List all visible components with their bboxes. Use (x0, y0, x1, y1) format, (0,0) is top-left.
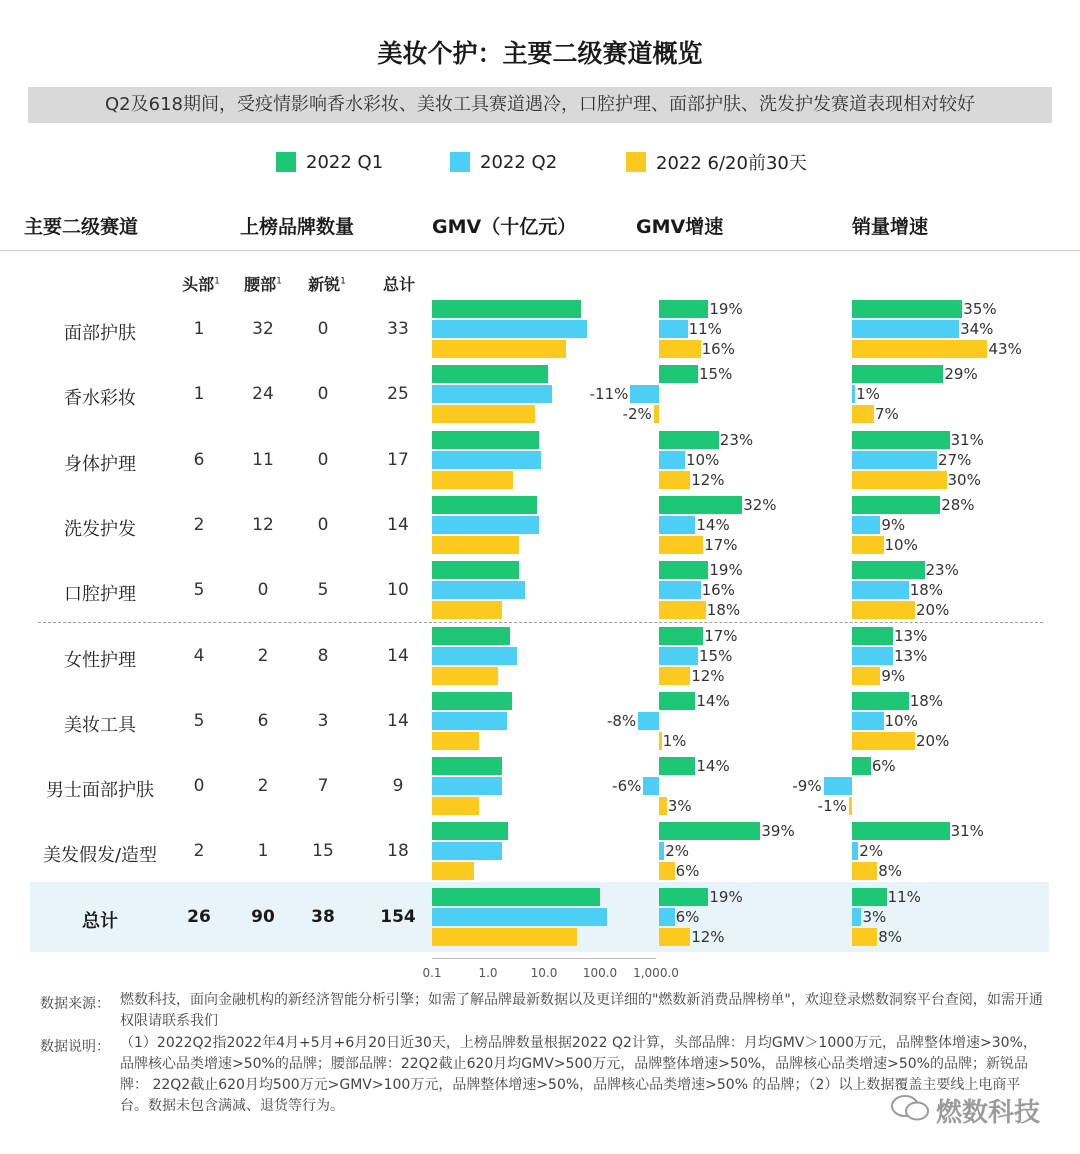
volume-growth-bar-618 (849, 797, 852, 815)
gmv-growth-bar-q2 (638, 712, 659, 730)
count-new: 5 (317, 580, 329, 601)
gmv-growth-label-618: 16% (701, 340, 735, 358)
gmv-bar-q2 (432, 908, 607, 926)
gmv-growth-bar-618 (654, 405, 659, 423)
count-waist: 0 (257, 580, 269, 601)
gmv-bar-618 (432, 732, 479, 750)
count-waist: 6 (257, 710, 269, 731)
count-head: 6 (193, 449, 205, 470)
gmv-growth-label-q1: 39% (761, 822, 795, 841)
volume-growth-bar-q2 (852, 385, 855, 403)
count-total: 25 (387, 384, 409, 405)
gmv-growth-label-q2: -6% (612, 777, 642, 796)
gmv-bar-q1 (432, 300, 581, 318)
gmv-growth-label-q2: -11% (589, 385, 629, 404)
gmv-growth-label-q1: 17% (704, 626, 738, 645)
volume-growth-label-618: 9% (881, 666, 906, 685)
segment-name: 美发假发/造型 (42, 845, 158, 867)
count-total: 18 (387, 841, 409, 862)
count-new: 8 (317, 645, 329, 666)
gmv-growth-label-q1: 23% (719, 430, 754, 449)
volume-growth-label-618: 20% (916, 601, 950, 620)
count-head: 5 (193, 580, 205, 601)
count-total: 154 (380, 907, 416, 927)
volume-growth-label-q1: 6% (871, 757, 896, 776)
subheader-new: 新锐$^1$ (308, 275, 346, 294)
segment-name: 身体护理 (64, 453, 136, 475)
volume-growth-bar-q1 (852, 496, 940, 514)
volume-growth-label-618: 43% (988, 340, 1022, 358)
count-new: 0 (317, 384, 329, 405)
count-head: 2 (193, 841, 205, 862)
gmv-bar-618 (432, 405, 535, 423)
gmv-growth-bar-q2 (659, 516, 695, 534)
volume-growth-bar-q2 (852, 842, 858, 860)
subheader-total: 总计 (382, 275, 415, 294)
count-total: 14 (387, 710, 409, 731)
count-waist: 90 (251, 907, 275, 927)
gmv-growth-label-q2: 11% (688, 320, 722, 338)
count-waist: 2 (257, 645, 269, 666)
legend-swatch-q1 (276, 152, 296, 172)
volume-growth-label-q2: -9% (792, 777, 822, 796)
gmv-growth-bar-618 (659, 797, 667, 815)
count-head: 1 (193, 319, 205, 339)
count-waist: 32 (252, 319, 274, 339)
volume-growth-bar-q1 (852, 822, 950, 840)
count-waist: 2 (257, 776, 269, 797)
volume-growth-label-q1: 29% (944, 365, 978, 384)
segment-name: 女性护理 (64, 649, 136, 671)
gmv-growth-label-q2: 2% (665, 842, 689, 861)
count-total: 9 (392, 776, 404, 797)
gmv-bar-q1 (432, 365, 548, 383)
subheader-head: 头部$^1$ (182, 275, 220, 294)
source-text: 燃数科技，面向金融机构的新经济智能分析引擎；如需了解品牌最新数据以及更详细的"燃数新消费品牌榜单"，欢迎登录燃数洞察平台查阅，如需开通权限请联系我们 (120, 992, 1043, 1029)
gmv-bar-q1 (432, 431, 539, 449)
volume-growth-label-618: 8% (878, 928, 902, 946)
gmv-growth-label-618: 18% (706, 601, 741, 620)
volume-growth-bar-618 (852, 536, 884, 554)
gmv-bar-618 (432, 601, 502, 619)
gmv-growth-bar-q2 (659, 647, 698, 665)
volume-growth-label-618: 8% (878, 862, 902, 881)
gmv-growth-bar-q1 (659, 561, 708, 579)
volume-growth-label-618: 10% (884, 535, 918, 554)
count-total: 10 (387, 580, 409, 601)
gmv-growth-label-618: 12% (691, 470, 725, 489)
count-head: 26 (187, 907, 211, 927)
description-label: 数据说明： (40, 1039, 110, 1055)
volume-growth-bar-q2 (852, 320, 959, 338)
volume-growth-label-q1: 18% (909, 691, 944, 710)
gmv-growth-bar-q2 (659, 320, 688, 338)
volume-growth-label-q2: 13% (894, 646, 928, 665)
count-new: 0 (317, 514, 329, 535)
gmv-bar-618 (432, 797, 479, 815)
gmv-growth-label-q1: 14% (696, 691, 730, 710)
volume-growth-bar-618 (852, 862, 877, 880)
gmv-growth-bar-q2 (630, 385, 659, 403)
volume-growth-label-q2: 9% (881, 515, 906, 534)
gmv-growth-bar-q1 (659, 757, 695, 775)
gmv-bar-q2 (432, 647, 517, 665)
volume-growth-label-q1: 11% (887, 888, 921, 906)
gmv-axis-tick: 100.0 (582, 966, 618, 980)
gmv-growth-bar-618 (659, 471, 690, 489)
gmv-growth-label-q2: 6% (675, 908, 700, 926)
header-gmv: GMV（十亿元） (432, 216, 577, 238)
count-total: 17 (387, 449, 409, 470)
gmv-growth-label-q1: 19% (709, 561, 743, 580)
gmv-bar-q2 (432, 451, 541, 469)
gmv-growth-bar-618 (659, 340, 701, 358)
gmv-growth-bar-618 (659, 667, 690, 685)
volume-growth-label-q2: 1% (856, 385, 880, 404)
gmv-growth-label-618: 12% (691, 928, 725, 946)
group-divider (38, 622, 1043, 623)
volume-growth-label-q1: 35% (963, 300, 997, 318)
gmv-bar-618 (432, 667, 498, 685)
count-head: 1 (193, 384, 205, 405)
gmv-growth-bar-q1 (659, 300, 708, 318)
volume-growth-label-q2: 27% (938, 450, 972, 469)
volume-growth-bar-q1 (852, 300, 962, 318)
gmv-growth-bar-q1 (659, 496, 742, 514)
gmv-growth-label-q2: 10% (686, 450, 720, 469)
count-head: 2 (193, 514, 205, 535)
watermark-brand: 燃数科技 (936, 1098, 1041, 1128)
gmv-bar-618 (432, 471, 513, 489)
volume-growth-label-q1: 23% (925, 561, 959, 580)
legend-label-q2: 2022 Q2 (480, 151, 558, 173)
gmv-growth-label-618: 1% (662, 731, 687, 750)
gmv-axis-tick: 1.0 (478, 966, 498, 980)
gmv-bar-q2 (432, 516, 539, 534)
volume-growth-bar-q1 (852, 757, 871, 775)
segment-name: 面部护肤 (64, 323, 136, 344)
gmv-bar-q1 (432, 496, 537, 514)
volume-growth-bar-618 (852, 732, 915, 750)
volume-growth-bar-618 (852, 601, 915, 619)
legend-swatch-618 (626, 152, 646, 172)
wechat-icon (890, 1094, 930, 1122)
volume-growth-label-q1: 31% (950, 430, 984, 449)
volume-growth-bar-q1 (852, 561, 925, 579)
count-waist: 11 (252, 449, 274, 470)
volume-growth-bar-q2 (852, 581, 909, 599)
segment-name: 总计 (82, 911, 118, 932)
gmv-growth-bar-q1 (659, 365, 698, 383)
count-new: 0 (317, 449, 329, 470)
count-new: 0 (317, 319, 329, 339)
count-new: 15 (312, 841, 334, 862)
legend-label-618: 2022 6/20前30天 (656, 153, 807, 174)
segment-name: 洗发护发 (64, 518, 136, 540)
gmv-growth-bar-q1 (659, 627, 703, 645)
count-new: 7 (317, 776, 329, 797)
gmv-bar-q2 (432, 712, 507, 730)
gmv-axis-tick: 1,000.0 (633, 966, 679, 980)
gmv-growth-label-618: -2% (622, 405, 652, 424)
page-title: 美妆个护：主要二级赛道概览 (377, 39, 703, 68)
gmv-growth-bar-q2 (659, 842, 664, 860)
gmv-growth-bar-q2 (643, 777, 659, 795)
volume-growth-label-q2: 10% (884, 711, 918, 730)
count-head: 4 (193, 645, 205, 666)
volume-growth-label-q2: 3% (862, 908, 887, 926)
gmv-growth-label-q1: 19% (709, 888, 743, 906)
gmv-bar-q2 (432, 581, 525, 599)
legend-item-618 (626, 151, 807, 173)
gmv-bar-q1 (432, 757, 502, 775)
count-total: 14 (387, 514, 409, 535)
legend-item-q2 (450, 151, 557, 173)
volume-growth-bar-618 (852, 471, 947, 489)
gmv-growth-label-q2: 16% (701, 581, 735, 600)
gmv-growth-label-q1: 19% (709, 300, 743, 318)
page-subtitle: Q2及618期间，受疫情影响香水彩妆、美妆工具赛道遇冷，口腔护理、面部护肤、洗发护发赛道表现相对较好 (105, 94, 975, 115)
gmv-bar-q1 (432, 692, 512, 710)
gmv-bar-618 (432, 340, 566, 358)
count-total: 14 (387, 645, 409, 666)
volume-growth-bar-618 (852, 340, 987, 358)
volume-growth-label-q2: 2% (859, 842, 884, 861)
count-waist: 1 (257, 841, 269, 862)
volume-growth-bar-q1 (852, 431, 950, 449)
gmv-growth-bar-q2 (659, 581, 701, 599)
count-head: 5 (193, 710, 205, 731)
segment-name: 香水彩妆 (64, 388, 136, 410)
gmv-growth-label-618: 12% (691, 666, 725, 685)
gmv-growth-label-q2: 15% (699, 646, 733, 665)
gmv-bar-618 (432, 536, 519, 554)
gmv-bar-q1 (432, 627, 510, 645)
volume-growth-bar-618 (852, 928, 877, 946)
gmv-growth-label-q2: 14% (696, 515, 730, 534)
header-brand-count: 上榜品牌数量 (240, 216, 355, 238)
volume-growth-bar-q1 (852, 692, 909, 710)
volume-growth-bar-q2 (852, 516, 880, 534)
subheader-waist: 腰部$^1$ (244, 275, 282, 294)
header-volume-growth: 销量增速 (852, 216, 929, 238)
count-waist: 24 (252, 384, 274, 405)
volume-growth-bar-q2 (824, 777, 852, 795)
volume-growth-bar-q1 (852, 627, 893, 645)
gmv-growth-label-618: 17% (704, 535, 738, 554)
gmv-bar-618 (432, 928, 577, 946)
gmv-axis-tick: 10.0 (530, 966, 558, 980)
header-divider (0, 250, 1080, 251)
header-gmv-growth: GMV增速 (636, 216, 724, 238)
volume-growth-bar-q2 (852, 908, 861, 926)
gmv-growth-label-618: 6% (675, 862, 700, 881)
count-head: 0 (193, 776, 205, 797)
gmv-growth-bar-618 (659, 601, 706, 619)
legend-item-q1 (276, 151, 383, 173)
segment-name: 男士面部护肤 (46, 780, 154, 802)
volume-growth-bar-q2 (852, 451, 937, 469)
gmv-growth-bar-q1 (659, 822, 760, 840)
volume-growth-bar-q1 (852, 888, 887, 906)
gmv-growth-bar-618 (659, 732, 662, 750)
legend-label-q1: 2022 Q1 (306, 151, 384, 173)
volume-growth-bar-q2 (852, 647, 893, 665)
gmv-bar-q1 (432, 888, 600, 906)
volume-growth-bar-q1 (852, 365, 943, 383)
gmv-growth-bar-q1 (659, 431, 719, 449)
gmv-bar-618 (432, 862, 474, 880)
volume-growth-label-618: -1% (817, 797, 847, 816)
gmv-bar-q2 (432, 320, 587, 338)
volume-growth-bar-618 (852, 667, 880, 685)
gmv-growth-bar-q2 (659, 451, 685, 469)
gmv-growth-bar-618 (659, 862, 675, 880)
volume-growth-label-618: 7% (875, 405, 899, 424)
header-segment: 主要二级赛道 (24, 216, 139, 238)
gmv-bar-q2 (432, 777, 502, 795)
legend-swatch-q2 (450, 152, 470, 172)
segment-name: 口腔护理 (64, 584, 136, 606)
gmv-growth-label-q1: 14% (696, 757, 730, 776)
gmv-growth-label-q1: 32% (743, 495, 777, 514)
count-waist: 12 (252, 514, 274, 535)
volume-growth-label-q1: 13% (894, 626, 928, 645)
segment-name: 美妆工具 (64, 714, 136, 736)
volume-growth-bar-618 (852, 405, 874, 423)
volume-growth-bar-q2 (852, 712, 884, 730)
volume-growth-label-q2: 34% (960, 320, 994, 338)
gmv-bar-q1 (432, 822, 508, 840)
volume-growth-label-q1: 31% (950, 822, 984, 841)
gmv-axis-tick: 0.1 (422, 966, 442, 980)
volume-growth-label-618: 30% (947, 470, 981, 489)
gmv-growth-bar-618 (659, 928, 690, 946)
gmv-growth-bar-618 (659, 536, 703, 554)
volume-growth-label-618: 20% (916, 731, 950, 750)
gmv-growth-bar-q1 (659, 888, 708, 906)
gmv-growth-bar-q2 (659, 908, 675, 926)
description-text: （1）2022Q2指2022年4月+5月+6月20日近30天，上榜品牌数量根据2022 Q2计算，头部品牌：月均GMV＞1000万元，品牌整体增速>30%，品牌核心品类增速>50%的品牌；腰部品牌：22Q2截止620月均GMV>500万元，品牌整体增速>50%，品牌核心品类增速>50%的品牌；新锐品牌： 22Q2截止620月均500万元>GMV>100万元，品牌整体增速>50%，品牌核心品类增速>50% 的品牌；（2）以上数据覆盖主要线上电商平台。数据未包含满减、退货等行为。 (120, 1035, 1037, 1114)
gmv-bar-q1 (432, 561, 519, 579)
gmv-growth-label-q2: -8% (606, 711, 637, 730)
gmv-growth-label-q1: 15% (699, 365, 733, 384)
gmv-growth-bar-q1 (659, 692, 695, 710)
count-total: 33 (387, 319, 409, 339)
gmv-growth-label-618: 3% (667, 797, 692, 816)
count-new: 38 (311, 907, 335, 927)
gmv-bar-q2 (432, 842, 502, 860)
volume-growth-label-q1: 28% (941, 495, 975, 514)
gmv-bar-q2 (432, 385, 552, 403)
source-label: 数据来源： (40, 996, 110, 1012)
count-new: 3 (317, 710, 329, 731)
volume-growth-label-q2: 18% (909, 581, 944, 600)
gmv-axis-line (432, 958, 656, 959)
